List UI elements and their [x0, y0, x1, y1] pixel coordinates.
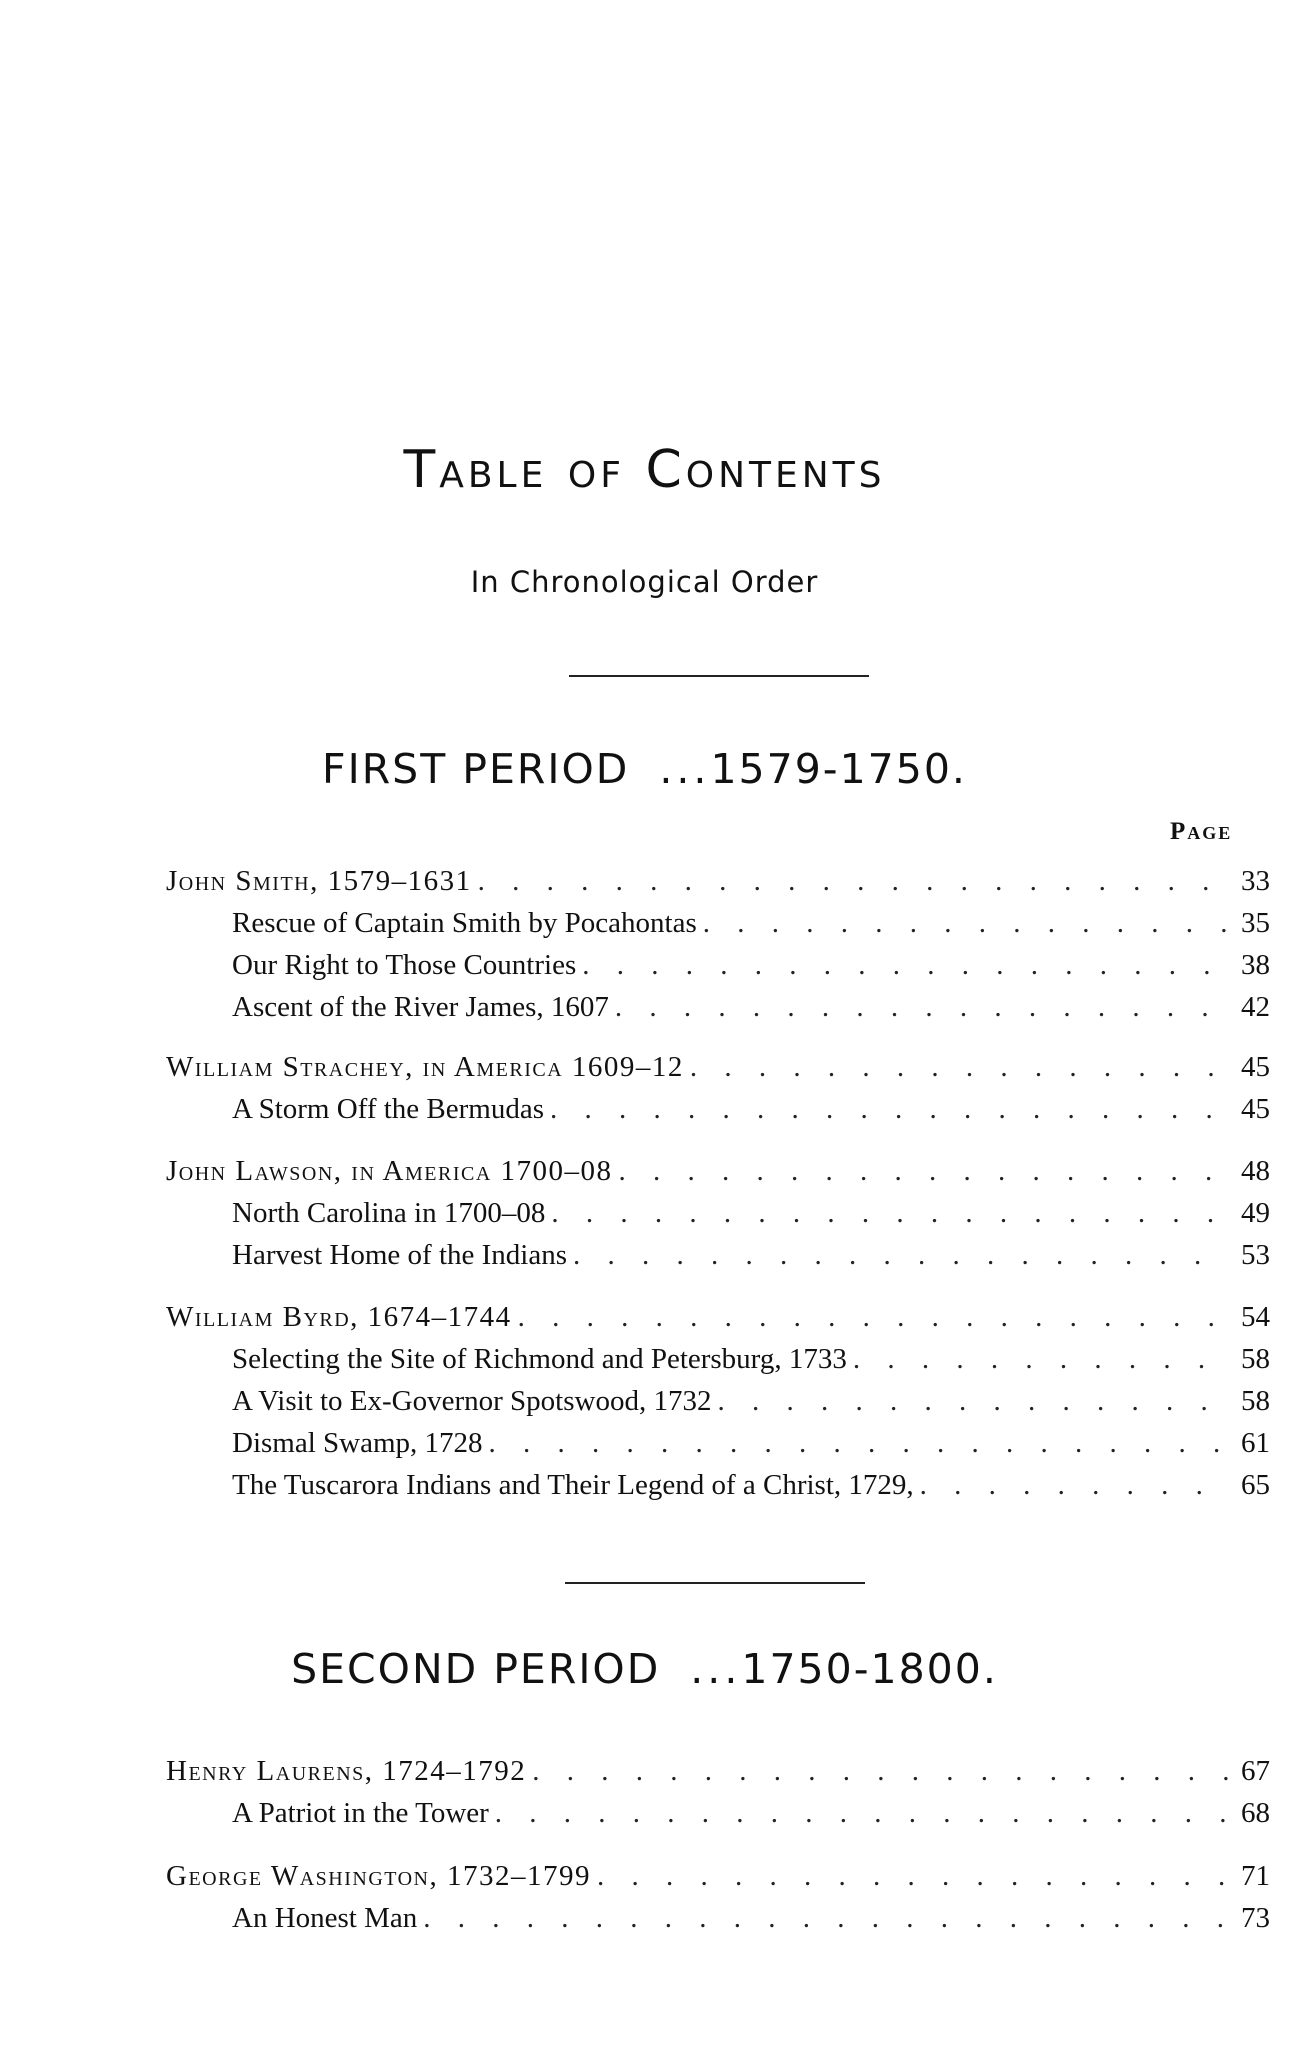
entry-title: A Visit to Ex-Governor Spotswood, 1732 [232, 1385, 712, 1417]
dot-leader [711, 1380, 1230, 1422]
page-number: 45 [1241, 1051, 1270, 1083]
entry-title: A Patriot in the Tower [232, 1797, 489, 1829]
dot-leader [591, 1855, 1230, 1897]
dot-leader [609, 986, 1230, 1028]
period-name: SECOND PERIOD [291, 1645, 661, 1693]
entry-title: A Storm Off the Bermudas [232, 1093, 544, 1125]
page-column-label: Page [1170, 818, 1233, 845]
page-number: 42 [1241, 991, 1270, 1023]
toc-entry-author[interactable] [166, 1750, 1270, 1792]
entry-title: Selecting the Site of Richmond and Petersburg, 1733 [232, 1343, 847, 1375]
period-dots: ... [659, 745, 711, 793]
page-subtitle: In Chronological Order [470, 565, 819, 599]
page-number: 58 [1241, 1385, 1270, 1417]
dot-leader [526, 1750, 1230, 1792]
entry-title: John Lawson, in America 1700–08 [166, 1155, 613, 1187]
period-heading-second [0, 1645, 1289, 1693]
toc-entry-author[interactable] [166, 860, 1270, 902]
dot-leader [483, 1422, 1230, 1464]
page-title: Table of Contents [403, 440, 886, 500]
toc-group-william-byrd [166, 1296, 1270, 1506]
page-number: 48 [1241, 1155, 1270, 1187]
dot-leader [697, 902, 1230, 944]
toc-group-william-strachey [166, 1046, 1270, 1130]
period-name: FIRST PERIOD [322, 745, 630, 793]
dot-leader [489, 1792, 1230, 1834]
period-years: 1750-1800. [741, 1645, 998, 1693]
toc-entry-author[interactable] [166, 1296, 1270, 1338]
toc-entry[interactable] [166, 1234, 1270, 1276]
period-heading-first [0, 745, 1289, 793]
dot-leader [914, 1464, 1230, 1506]
toc-entry-author[interactable] [166, 1855, 1270, 1897]
page-number: 65 [1241, 1469, 1270, 1501]
entry-title: Rescue of Captain Smith by Pocahontas [232, 907, 697, 939]
entry-title: William Strachey, in America 1609–12 [166, 1051, 684, 1083]
toc-entry[interactable] [166, 1422, 1270, 1464]
entry-title: Ascent of the River James, 1607 [232, 991, 609, 1023]
period-dots: ... [690, 1645, 742, 1693]
period-years: 1579-1750. [710, 745, 967, 793]
toc-entry-author[interactable] [166, 1046, 1270, 1088]
entry-title: John Smith, 1579–1631 [166, 865, 472, 897]
page-number: 45 [1241, 1093, 1270, 1125]
toc-entry[interactable] [166, 1088, 1270, 1130]
page-number: 61 [1241, 1427, 1270, 1459]
page-number: 67 [1241, 1755, 1270, 1787]
dot-leader [472, 860, 1230, 902]
toc-entry[interactable] [166, 986, 1270, 1028]
entry-title: North Carolina in 1700–08 [232, 1197, 546, 1229]
toc-entry[interactable] [166, 1338, 1270, 1380]
dot-leader [576, 944, 1230, 986]
divider-rule [565, 1582, 865, 1584]
entry-title: George Washington, 1732–1799 [166, 1860, 591, 1892]
toc-entry[interactable] [166, 1380, 1270, 1422]
entry-title: An Honest Man [232, 1902, 418, 1934]
toc-entry[interactable] [166, 1792, 1270, 1834]
toc-entry[interactable] [166, 1897, 1270, 1939]
page-number: 38 [1241, 949, 1270, 981]
dot-leader [545, 1192, 1230, 1234]
toc-group-george-washington [166, 1855, 1270, 1939]
entry-title: Henry Laurens, 1724–1792 [166, 1755, 527, 1787]
page-number: 58 [1241, 1343, 1270, 1375]
page-number: 49 [1241, 1197, 1270, 1229]
toc-group-john-smith [166, 860, 1270, 1028]
toc-entry[interactable] [166, 1192, 1270, 1234]
entry-title: The Tuscarora Indians and Their Legend of a Christ, 1729, [232, 1469, 914, 1501]
page-number: 68 [1241, 1797, 1270, 1829]
page-number: 54 [1241, 1301, 1270, 1333]
page-number: 33 [1241, 865, 1270, 897]
toc-entry-author[interactable] [166, 1150, 1270, 1192]
toc-group-henry-laurens [166, 1750, 1270, 1834]
divider-rule [569, 675, 869, 677]
page-number: 35 [1241, 907, 1270, 939]
toc-entry[interactable] [166, 1464, 1270, 1506]
dot-leader [544, 1088, 1230, 1130]
entry-title: Our Right to Those Countries [232, 949, 577, 981]
page-number: 53 [1241, 1239, 1270, 1271]
dot-leader [847, 1338, 1230, 1380]
dot-leader [684, 1046, 1230, 1088]
entry-title: William Byrd, 1674–1744 [166, 1301, 512, 1333]
entry-title: Harvest Home of the Indians [232, 1239, 568, 1271]
entry-title: Dismal Swamp, 1728 [232, 1427, 483, 1459]
dot-leader [512, 1296, 1230, 1338]
dot-leader [567, 1234, 1230, 1276]
page-number: 73 [1241, 1902, 1270, 1934]
toc-entry[interactable] [166, 902, 1270, 944]
dot-leader [613, 1150, 1230, 1192]
dot-leader [417, 1897, 1230, 1939]
toc-group-john-lawson [166, 1150, 1270, 1276]
toc-entry[interactable] [166, 944, 1270, 986]
page-number: 71 [1241, 1860, 1270, 1892]
